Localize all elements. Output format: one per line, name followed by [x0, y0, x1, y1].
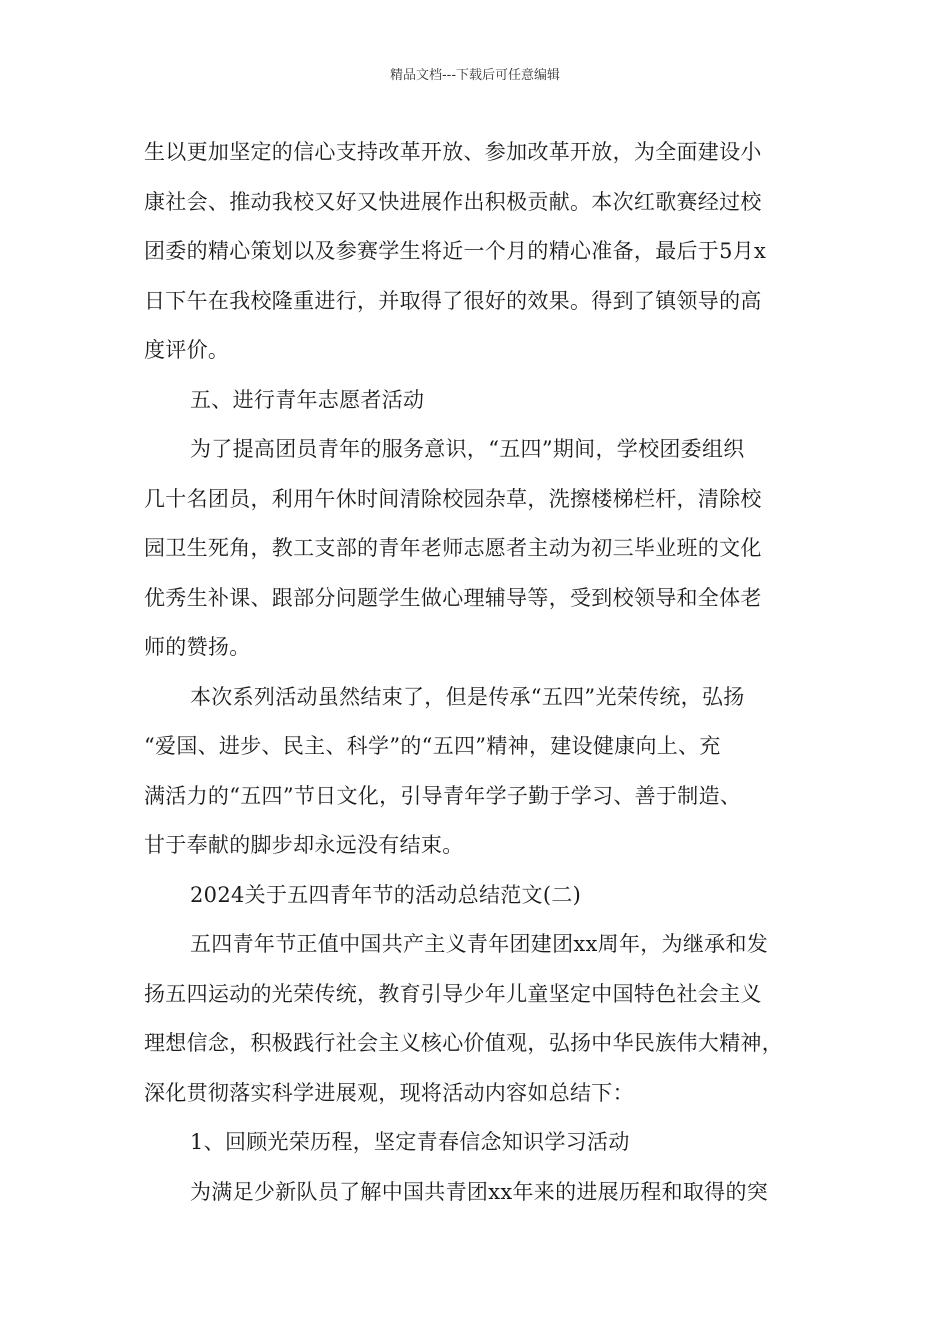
text-line: 生以更加坚定的信心支持改革开放、参加改革开放，为全面建设小: [144, 140, 762, 164]
text-line: “爱国、进步、民主、科学”的“五四”精神，建设健康向上、充: [144, 734, 721, 758]
text-line: 度评价。: [144, 338, 230, 362]
text-line: 园卫生死角，教工支部的青年老师志愿者主动为初三毕业班的文化: [144, 536, 762, 560]
text-line: 为了提高团员青年的服务意识，“五四”期间，学校团委组织: [190, 437, 745, 461]
text-line: 深化贯彻落实科学进展观，现将活动内容如总结下：: [144, 1080, 634, 1105]
text-line: 优秀生补课、跟部分问题学生做心理辅导等，受到校领导和全体老: [144, 585, 762, 610]
text-line: 康社会、推动我校又好又快进展作出积极贡献。本次红歌赛经过校: [144, 189, 762, 214]
text-line: 理想信念，积极践行社会主义核心价值观，弘扬中华民族伟大精神，: [144, 1031, 783, 1055]
text-line: 师的赞扬。: [144, 635, 251, 659]
text-line: 团委的精心策划以及参赛学生将近一个月的精心准备，最后于5月x: [144, 239, 767, 263]
text-line: 日下午在我校隆重进行，并取得了很好的效果。得到了镇领导的高: [144, 288, 762, 313]
page-header: 精品文档---下载后可任意编辑: [389, 68, 561, 83]
text-line: 五四青年节正值中国共产主义青年团建团xx周年，为继承和发: [190, 932, 769, 956]
text-line: 1、回顾光荣历程，坚定青春信念知识学习活动: [190, 1130, 630, 1154]
text-line: 为满足少新队员了解中国共青团xx年来的进展历程和取得的突: [190, 1179, 769, 1204]
text-line: 五、进行青年志愿者活动: [190, 387, 425, 412]
text-line: 扬五四运动的光荣传统，教育引导少年儿童坚定中国特色社会主义: [144, 981, 762, 1006]
text-line: 2024关于五四青年节的活动总结范文(二): [190, 882, 582, 907]
document-body: [144, 128, 814, 1217]
text-line: 满活力的“五四”节日文化，引导青年学子勤于学习、善于制造、: [144, 783, 742, 808]
text-line: 本次系列活动虽然结束了，但是传承“五四”光荣传统，弘扬: [190, 684, 745, 709]
text-line: 几十名团员，利用午休时间清除校园杂草，洗擦楼梯栏杆，清除校: [144, 486, 762, 511]
text-line: 甘于奉献的脚步却永远没有结束。: [144, 833, 464, 857]
